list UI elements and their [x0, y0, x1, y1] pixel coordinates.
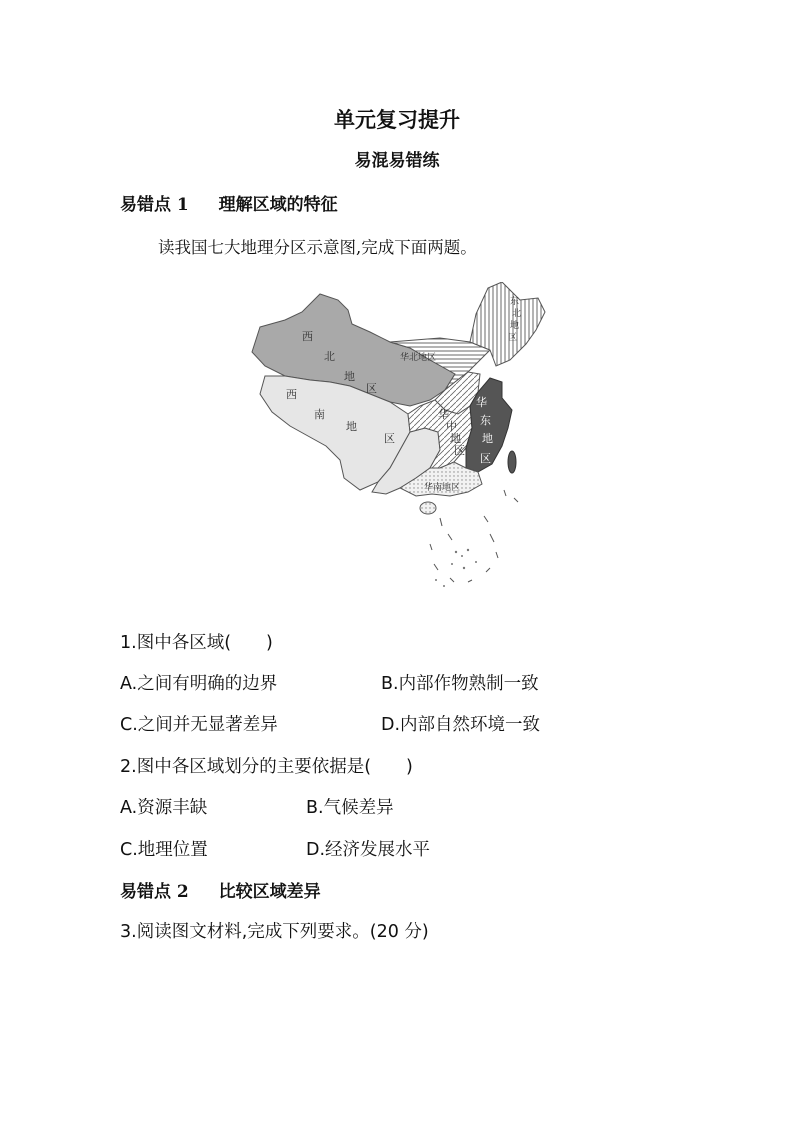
- label-east-2: 东: [480, 414, 491, 427]
- label-east-3: 地: [482, 432, 493, 445]
- question-3: 3.阅读图文材料,完成下列要求。(20 分): [120, 922, 429, 942]
- south-china-sea-islands: [435, 549, 477, 587]
- label-northeast-1: 东: [510, 297, 520, 307]
- intro-text: 读我国七大地理分区示意图,完成下面两题。: [158, 238, 477, 257]
- label-east-4: 区: [480, 452, 491, 465]
- section-label: 易错点 1: [120, 195, 189, 215]
- label-northwest-4: 区: [366, 382, 377, 395]
- label-southwest-3: 地: [346, 420, 357, 433]
- label-central-1: 华: [438, 408, 449, 421]
- q2-option-d[interactable]: D.经济发展水平: [306, 840, 431, 860]
- page-subtitle: 易混易错练: [354, 151, 440, 171]
- q1-option-a[interactable]: A.之间有明确的边界: [120, 674, 278, 694]
- label-central-4: 区: [454, 444, 465, 457]
- label-southwest-4: 区: [384, 432, 395, 445]
- south-china-sea-boundary: [430, 490, 518, 582]
- question-2: 2.图中各区域划分的主要依据是( ): [120, 757, 413, 777]
- q2-option-b[interactable]: B.气候差异: [306, 798, 394, 818]
- label-east-1: 华: [476, 396, 487, 409]
- q1-option-b[interactable]: B.内部作物熟制一致: [381, 674, 539, 694]
- section-heading-1: [120, 190, 338, 215]
- section-heading-2: [120, 877, 321, 902]
- label-southwest-1: 西: [286, 388, 297, 401]
- label-central-3: 地: [450, 432, 461, 445]
- section-label: 易错点 2: [120, 882, 189, 902]
- q2-option-c[interactable]: C.地理位置: [120, 840, 208, 860]
- taiwan-island: [508, 451, 516, 473]
- section-title: 比较区域差异: [218, 882, 321, 902]
- label-south: 华南地区: [424, 483, 461, 493]
- label-northwest-3: 地: [344, 370, 355, 383]
- label-north: 华北地区: [400, 353, 437, 363]
- section-title: 理解区域的特征: [218, 195, 338, 215]
- q2-option-a[interactable]: A.资源丰缺: [120, 798, 208, 818]
- label-northeast-3: 地: [510, 321, 520, 331]
- q1-option-c[interactable]: C.之间并无显著差异: [120, 715, 278, 735]
- label-northeast-2: 北: [512, 309, 522, 319]
- china-regions-map: [240, 282, 550, 610]
- label-northeast-4: 区: [508, 333, 518, 343]
- hainan-island: [420, 502, 436, 514]
- label-northwest-1: 西: [302, 330, 313, 343]
- label-central-2: 中: [446, 420, 457, 433]
- q1-option-d[interactable]: D.内部自然环境一致: [381, 715, 541, 735]
- label-southwest-2: 南: [314, 408, 325, 421]
- question-1: 1.图中各区域( ): [120, 633, 273, 653]
- label-northwest-2: 北: [324, 350, 335, 363]
- page-title: 单元复习提升: [334, 107, 460, 132]
